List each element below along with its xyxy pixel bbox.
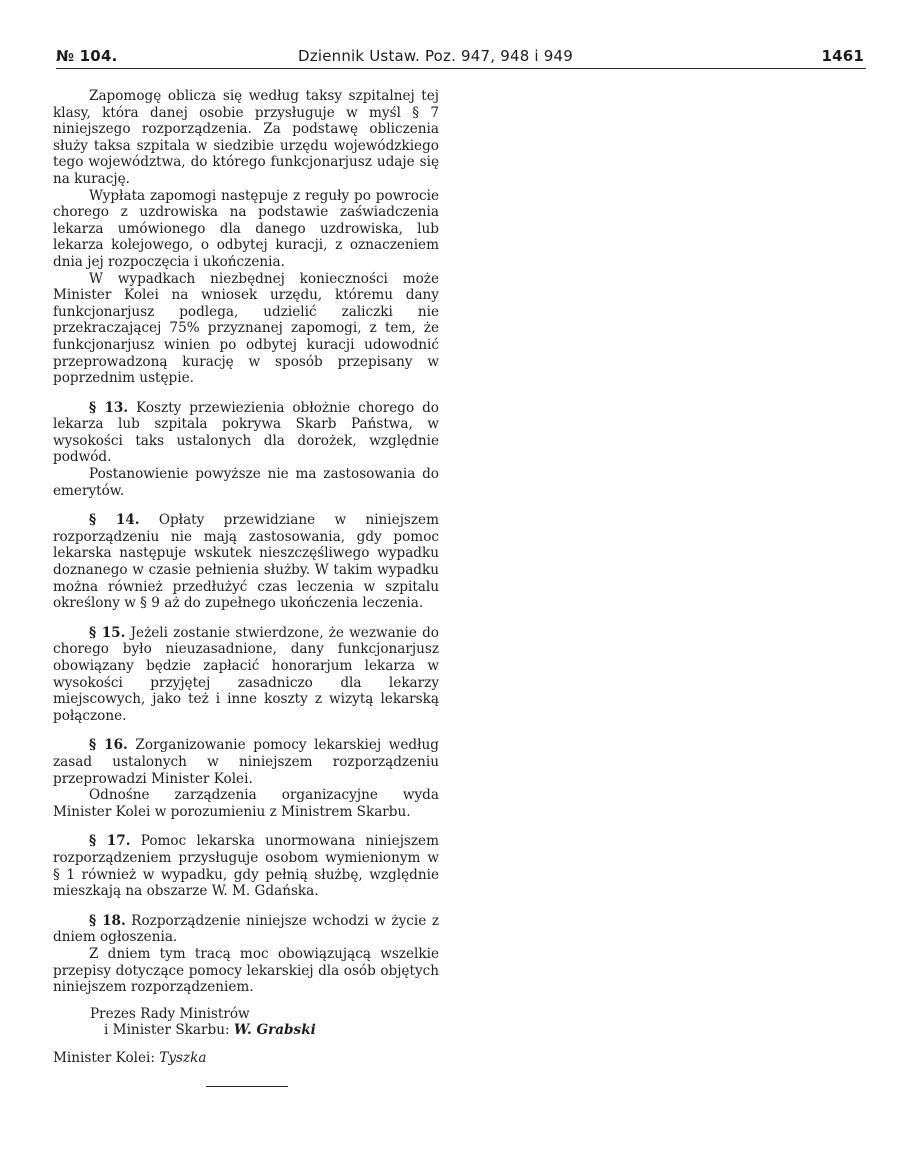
section-17-text: Pomoc lekarska unormowana niniejszem rozporządzeniem przysługuje osobom wymienionym w § 1 również w wypadku, gdy pełnią służbę, względnie mieszkają na obszarze W. M. Gdańska.	[53, 833, 439, 900]
section-17	[53, 833, 439, 899]
section-14	[53, 512, 439, 612]
section-18-text: Rozporządzenie niniejsze wchodzi w życie z dniem ogłoszenia.	[53, 912, 439, 946]
section-16-label: § 16.	[89, 737, 128, 754]
section-13-label: § 13.	[89, 399, 129, 416]
section-18-label: § 18.	[89, 912, 126, 929]
minister-signature	[53, 1050, 439, 1067]
section-16-note: Odnośne zarządzenia organizacyjne wyda Minister Kolei w porozumieniu z Ministrem Skarbu.	[53, 787, 439, 820]
section-16-text: Zorganizowanie pomocy lekarskiej według zasad ustalonych w niniejszem rozporządzeniu przeprowadzi Minister Kolei.	[53, 737, 440, 787]
signature-name-tyszka: Tyszka	[159, 1049, 207, 1066]
minister-label: Minister Kolei:	[53, 1049, 155, 1066]
section-14-text: Opłaty przewidziane w niniejszem rozporządzeniu nie mają zastosowania, gdy pomoc lekarska następuje wskutek nieszczęśliwego wypadku doznanego w czasie pełnienia służby. W takim wypadku można również przedłużyć czas leczenia w szpitalu określony w § 9 aż do zupełnego ukończenia leczenia.	[53, 512, 439, 612]
section-18	[53, 913, 439, 946]
signature-title-line1: Prezes Rady Ministrów	[90, 1005, 250, 1022]
section-15-text: Jeżeli zostanie stwierdzone, że wezwanie do chorego było nieuzasadnione, dany funkcjonarjusz obowiązany będzie zapłacić honorarjum lekarza w wysokości przyjętej zasadniczo dla lekarzy miejscowych, jako też i inne koszty z wizytą lekarską połączone.	[53, 624, 439, 724]
signature-title-line2	[90, 1022, 439, 1039]
signature-block	[53, 1006, 439, 1039]
paragraph-wyplata: Wypłata zapomogi następuje z reguły po powrocie chorego z uzdrowiska na podstawie zaświadczenia lekarza umówionego dla danego uzdrowiska, lub lekarza kolejowego, o odbytej kuracji, z oznaczeniem dnia jej rozpoczęcia i ukończenia.	[53, 187, 439, 270]
issue-number: № 104.	[56, 47, 118, 65]
section-15-label: § 15.	[89, 624, 126, 641]
text-column	[53, 88, 439, 1066]
header-rule	[56, 68, 866, 69]
section-16	[53, 737, 439, 787]
page-number: 1461	[821, 47, 864, 65]
signature-title: i Minister Skarbu:	[104, 1022, 230, 1039]
section-13	[53, 400, 439, 466]
section-13-note: Postanowienie powyższe nie ma zastosowania do emerytów.	[53, 466, 439, 499]
section-18-note: Z dniem tym tracą moc obowiązującą wszelkie przepisy dotyczące pomocy lekarskiej dla osób objętych niniejszem rozporządzeniem.	[53, 945, 439, 996]
signature-name-grabski: W. Grabski	[233, 1022, 316, 1039]
page-header	[56, 47, 864, 69]
section-14-label: § 14.	[89, 512, 140, 529]
end-rule	[206, 1086, 288, 1087]
section-17-label: § 17.	[89, 833, 131, 850]
paragraph-zapomoga: Zapomogę oblicza się według taksy szpitalnej tej klasy, która danej osobie przysługuje w myśl § 7 niniejszego rozporządzenia. Za podstawę obliczenia służy taksa szpitala w siedzibie urzędu wojewódzkiego tego województwa, do którego funkcjonarjusz udaje się na kurację.	[53, 88, 439, 187]
section-15	[53, 625, 439, 725]
journal-title: Dziennik Ustaw. Poz. 947, 948 i 949	[298, 47, 573, 65]
paragraph-zaliczka: W wypadkach niezbędnej konieczności może Minister Kolei na wniosek urzędu, któremu dany funkcjonarjusz podlega, udzielić zaliczki nie przekraczającej 75% przyznanej zapomogi, z tem, że funkcjonarjusz winien po odbytej kuracji udowodnić przeprowadzoną kurację w sposób przepisany w poprzednim ustępie.	[53, 270, 439, 387]
section-13-text: Koszty przewiezienia obłożnie chorego do lekarza lub szpitala pokrywa Skarb Państwa, w wysokości taks ustalonych dla dorożek, względnie podwód.	[53, 399, 439, 466]
